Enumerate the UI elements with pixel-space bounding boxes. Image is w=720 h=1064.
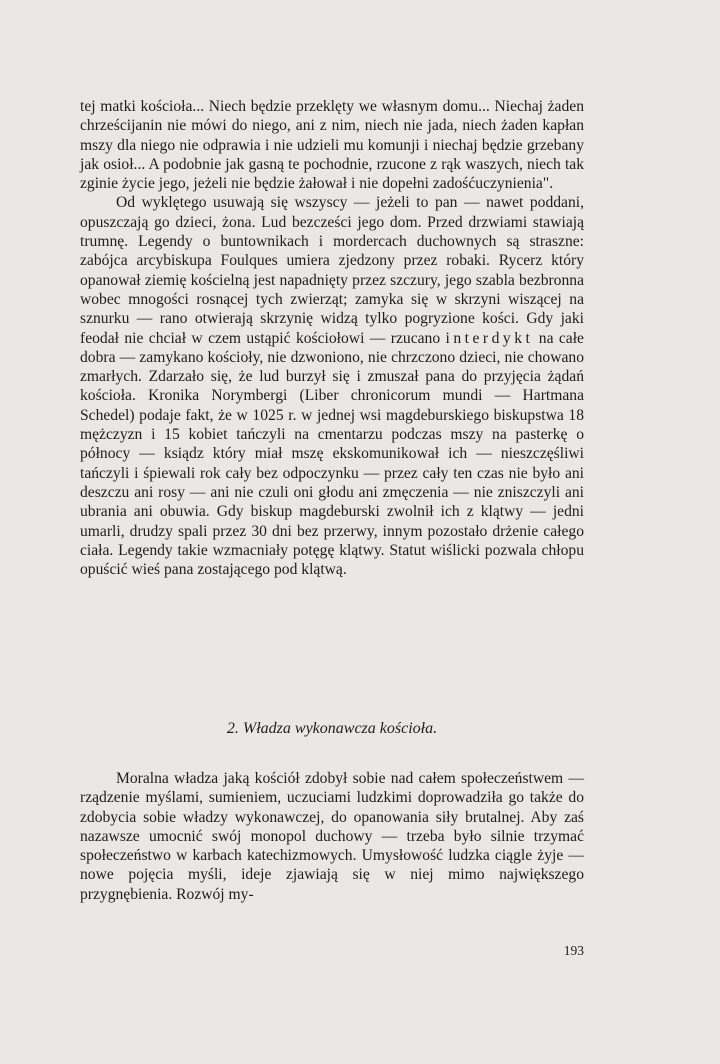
excommunication-quote-paragraph: tej matki kościoła... Niech będzie przeklęty we własnym domu... Niechaj żaden chrześcijanin nie mówi do niego, ani z nim, niech nie jada, niech żaden kapłan mszy dla niego nie odprawia i nie udzieli mu komunji i niechaj będzie grzebany jak osioł... A podobnie jak gasną te pochodnie, rzucone z rąk waszych, niech tak zginie życie jego, jeżeli nie będzie żałował i nie dopełni zadośćuczynienia". xyxy=(80,98,584,193)
excommunication-effects-paragraph xyxy=(80,193,584,579)
top-text-block xyxy=(80,97,584,579)
paragraph-text-part-1: Od wyklętego usuwają się wszyscy — jeżeli to pan — nawet poddani, opuszczają go dzieci, żona. Lud bezcześci jego dom. Przed drzwiami stawiają trumnę. Legendy o buntownikach i mordercach duchownych są straszne: zabójca arcybiskupa Foulques umiera zjedzony przez robaki. Rycerz który opanował ziemię kościelną jest napadnięty przez szczury, jego szabla bezbronna wobec mnogości rosnącej tych zwierząt; zamyka się w skrzyni wiszącej na sznurku — rano otwierają skrzynię widzą tylko pogryzione kości. Gdy jaki feodał nie chciał w czem ustąpić kościołowi — rzucano xyxy=(80,194,584,347)
paragraph-text-part-2: na całe dobra — zamykano kościoły, nie dzwoniono, nie chrzczono dzieci, nie chowano zmarłych. Zdarzało się, że lud burzył się i zmuszał pana do przyjęcia żądań kościoła. Kronika Norymbergi (Liber chronicorum mundi — Hartmana Schedel) podaje fakt, że w 1025 r. w jednej wsi magdeburskiego biskupstwa 18 mężczyzn i 15 kobiet tańczyli na cmentarzu podczas mszy na pasterkę o północy — ksiądz który miał mszę ekskomunikował ich — nieszczęśliwi tańczyli i śpiewali rok cały bez odpoczynku — przez cały ten czas nie było ani deszczu ani rosy — ani nie czuli oni głodu ani zmęczenia — nie zniszczyli ani ubrania ani obuwia. Gdy biskup magdeburski zwolnił ich z klątwy — jedni umarli, drudzy spali przez 30 dni bez przerwy, innym pozostało drżenie całego ciała. Legendy takie wzmacniały potęgę klątwy. Statut wiślicki pozwala chłopu opuścić wieś pana zostającego pod klątwą. xyxy=(80,329,584,579)
executive-power-paragraph: Moralna władza jaką kościół zdobył sobie nad całem społeczeństwem — rządzenie myślami, sumieniem, uczuciami ludzkimi doprowadziła go także do zdobycia sobie władzy wykonawczej, do opanowania siły brutalnej. Aby zaś nazawsze umocnić swój monopol duchowy — trzeba było silnie trzymać społeczeństwo w karbach katechizmowych. Umysłowość ludzka ciągle żyje — nowe pojęcia myśli, ideje zjawiają się w niej mimo największego przygnębienia. Rozwój my- xyxy=(80,770,584,903)
interdict-term: interdykt xyxy=(445,329,534,347)
bottom-text-block xyxy=(80,769,584,904)
section-heading: 2. Władza wykonawcza kościoła. xyxy=(226,720,438,737)
page-number: 193 xyxy=(563,943,584,958)
